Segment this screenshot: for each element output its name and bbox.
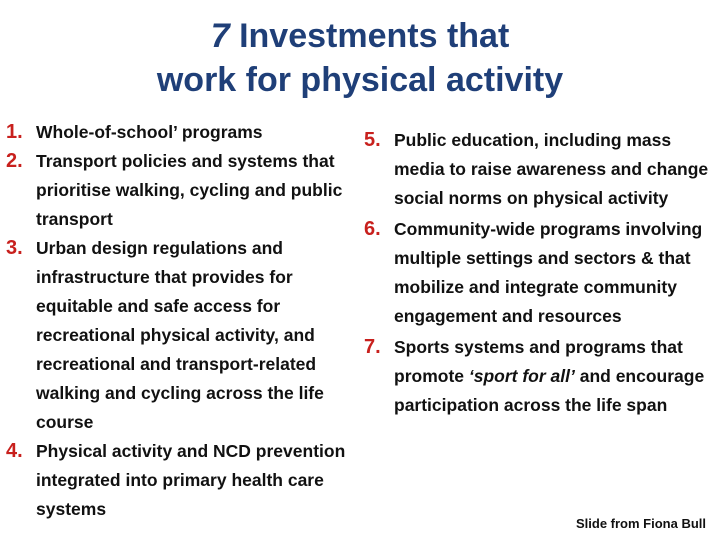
item-text: Community-wide programs involving multiple settings and sectors & that mobilize and integrate community engagement and resources: [394, 219, 703, 326]
title-line-1: [0, 14, 720, 58]
item-number: 3.: [6, 237, 23, 259]
title-number: 7: [210, 17, 230, 55]
left-column: [6, 118, 358, 524]
item-text: [394, 333, 716, 420]
right-column: [364, 126, 716, 422]
item-number: 1.: [6, 121, 23, 143]
item-text: Physical activity and NCD prevention integrated into primary health care systems: [36, 441, 346, 519]
item-text: Transport policies and systems that prioritise walking, cycling and public transport: [36, 151, 343, 229]
item-number: 4.: [6, 440, 23, 462]
list-item-4: [6, 437, 358, 524]
item-number: 6.: [364, 218, 381, 240]
item-text: Urban design regulations and infrastructure that provides for equitable and safe access for recreational physical activity, and recreational and transport-related walking and cycling across the life course: [36, 238, 324, 432]
item-number: 7.: [364, 336, 381, 358]
slide-credit: Slide from Fiona Bull: [575, 516, 706, 531]
title-line-2: work for physical activity: [156, 61, 564, 99]
list-item-1: [6, 118, 358, 147]
item-text: Public education, including mass media to raise awareness and change social norms on physical activity: [394, 130, 709, 208]
item-number: 2.: [6, 150, 23, 172]
slide-title: [0, 14, 720, 102]
list-item-5: [364, 126, 716, 213]
item-text-emphasis: ‘sport for all’: [468, 366, 575, 386]
list-item-3: [6, 234, 358, 437]
list-item-7: [364, 333, 716, 420]
list-item-2: [6, 147, 358, 234]
item-number: 5.: [364, 129, 381, 151]
item-text-start: Sports systems and programs that promote: [394, 337, 683, 386]
title-line-1-text: Investments that: [229, 17, 510, 55]
item-text-end: and encourage participation across the life span: [394, 366, 705, 415]
item-text: Whole-of-school’ programs: [36, 122, 263, 142]
list-item-6: [364, 215, 716, 331]
